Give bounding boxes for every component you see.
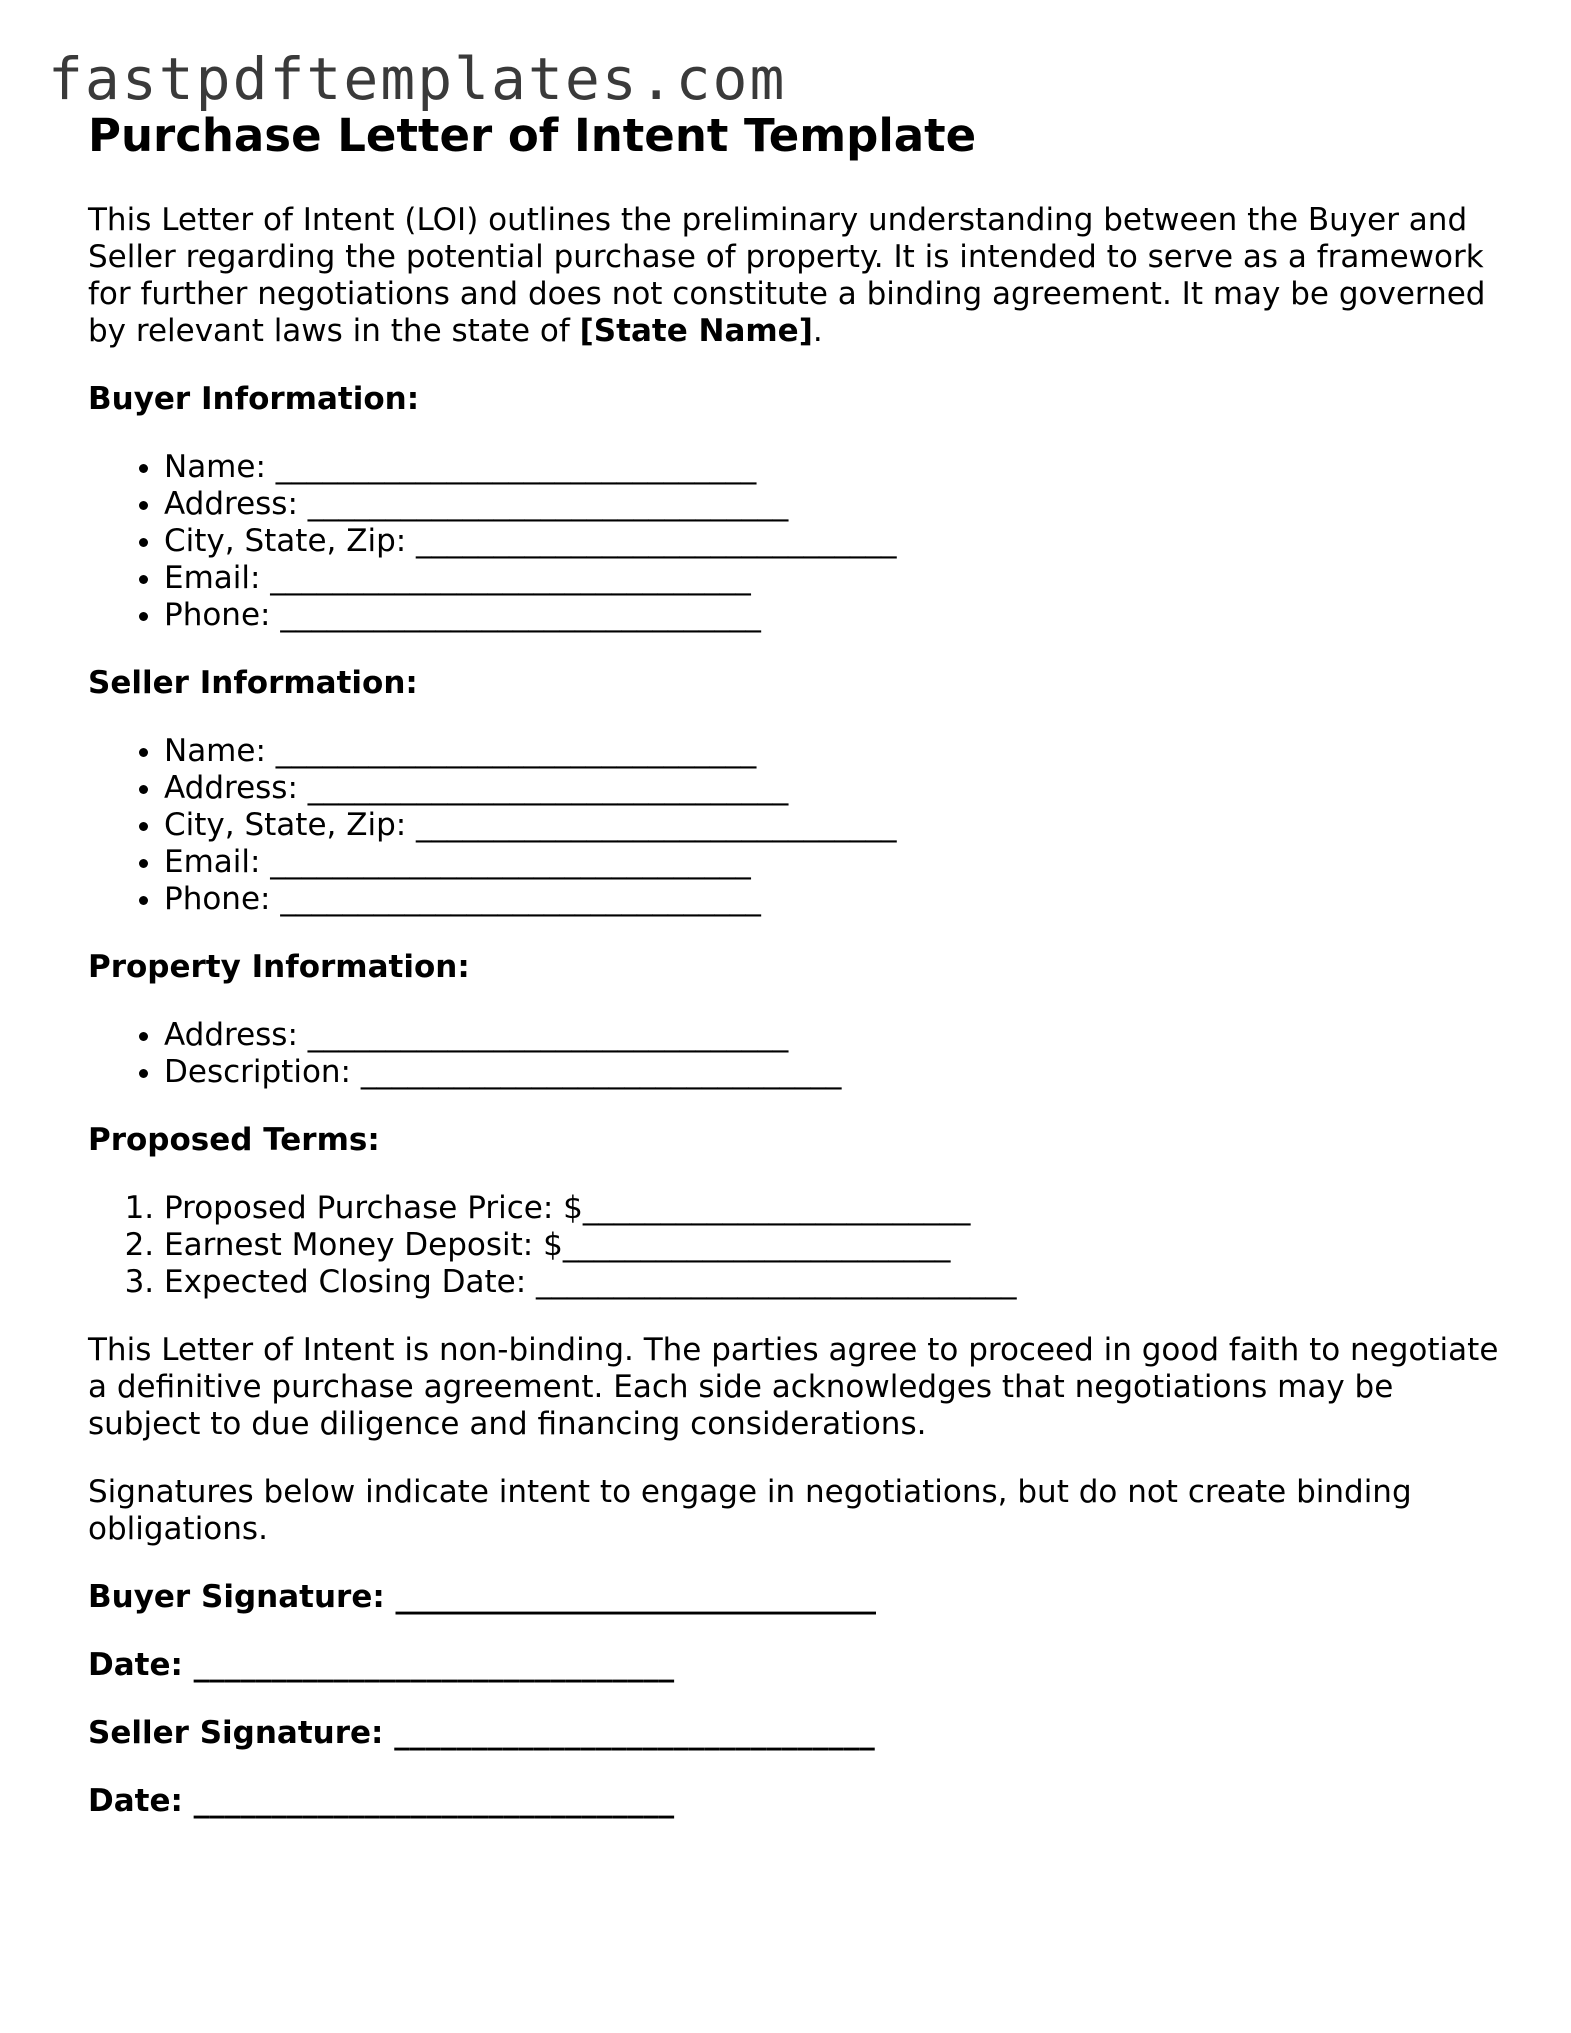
signatures-paragraph: Signatures below indicate intent to engage in negotiations, but do not create binding obligations. [88, 1474, 1412, 1547]
state-placeholder: [State Name] [579, 313, 813, 349]
seller-phone-field[interactable]: • Phone: _______________________________ [164, 881, 1508, 918]
property-description-field[interactable]: • Description: _______________________________ [164, 1054, 1508, 1091]
buyer-date-line[interactable]: Date: _______________________________ [88, 1647, 675, 1683]
property-address-field[interactable]: • Address: _______________________________ [164, 1017, 1508, 1054]
buyer-address-field[interactable]: • Address: _______________________________ [164, 486, 1508, 523]
seller-name-field[interactable]: • Name: _______________________________ [164, 733, 1508, 770]
property-heading: Property Information: [88, 949, 470, 985]
property-fields [88, 1017, 1508, 1091]
page-title: Purchase Letter of Intent Template [88, 109, 977, 162]
closing-date-field[interactable]: 3. Expected Closing Date: _______________________________ [164, 1264, 1508, 1301]
buyer-name-field[interactable]: • Name: _______________________________ [164, 449, 1508, 486]
intro-text: This Letter of Intent (LOI) outlines the preliminary understanding between the Buyer and Seller regarding the potential purchase of property. It is intended to serve as a framework for further negotiations and does not constitute a binding agreement. It may be governed by relevant laws in the state of [88, 202, 1486, 349]
buyer-fields [88, 449, 1508, 634]
seller-address-field[interactable]: • Address: _______________________________ [164, 770, 1508, 807]
watermark: fastpdftemplates.com [48, 45, 787, 113]
seller-heading: Seller Information: [88, 665, 418, 701]
document-page [88, 108, 1508, 1851]
intro-text-end: . [812, 313, 823, 349]
seller-email-field[interactable]: • Email: _______________________________ [164, 844, 1508, 881]
seller-city-state-zip-field[interactable]: • City, State, Zip: _______________________________ [164, 807, 1508, 844]
terms-heading: Proposed Terms: [88, 1122, 380, 1158]
purchase-price-field[interactable]: 1. Proposed Purchase Price: $_________________________ [164, 1190, 1508, 1227]
seller-signature-line[interactable]: Seller Signature: _______________________________ [88, 1715, 875, 1751]
buyer-signature-line[interactable]: Buyer Signature: _______________________________ [88, 1579, 877, 1615]
seller-date-line[interactable]: Date: _______________________________ [88, 1783, 675, 1819]
seller-fields [88, 733, 1508, 918]
buyer-phone-field[interactable]: • Phone: _______________________________ [164, 597, 1508, 634]
earnest-money-field[interactable]: 2. Earnest Money Deposit: $_________________________ [164, 1227, 1508, 1264]
buyer-city-state-zip-field[interactable]: • City, State, Zip: _______________________________ [164, 523, 1508, 560]
terms-list [88, 1190, 1508, 1301]
buyer-email-field[interactable]: • Email: _______________________________ [164, 560, 1508, 597]
intro-paragraph [88, 202, 1508, 350]
buyer-heading: Buyer Information: [88, 381, 420, 417]
nonbinding-paragraph: This Letter of Intent is non-binding. The parties agree to proceed in good faith to negotiate a definitive purchase agreement. Each side acknowledges that negotiations may be subject to due diligence and financing considerations. [88, 1332, 1499, 1442]
